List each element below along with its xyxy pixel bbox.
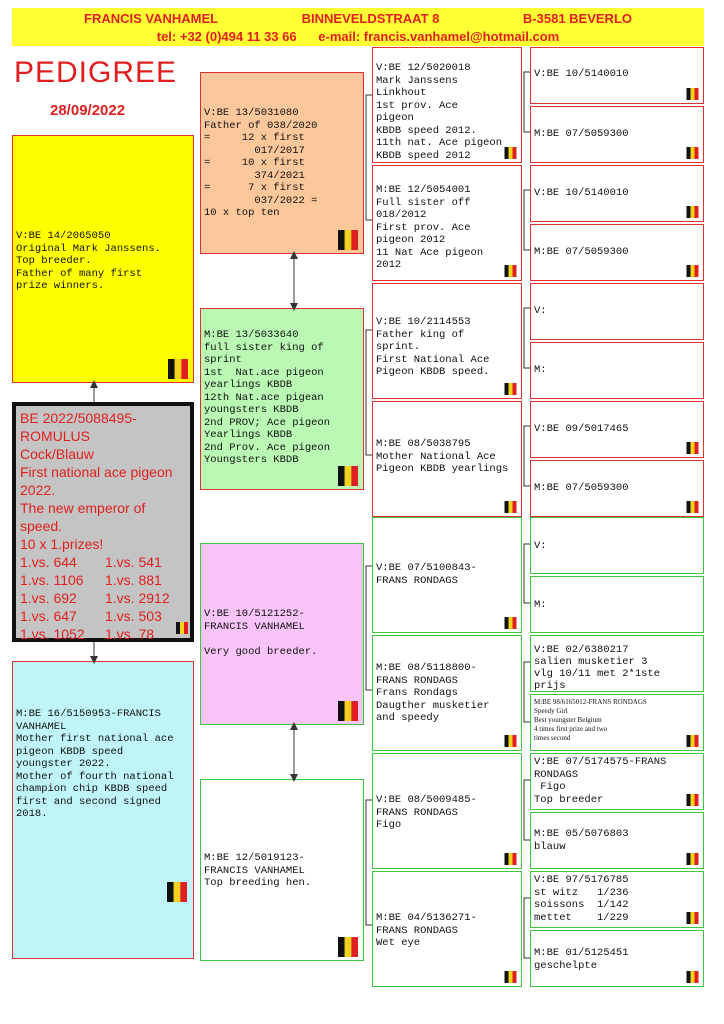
gen3-text: M:BE 04/5136271- FRANS RONDAGS Wet eye [376, 912, 477, 949]
pedigree-date: 28/09/2022 [50, 102, 126, 119]
gen4-text: V:BE 10/5140010 [534, 68, 629, 80]
gen3-text: V:BE 07/5100843- FRANS RONDAGS [376, 562, 477, 587]
main-pigeon-line: 2022. [20, 482, 56, 498]
main-pigeon-line: The new emperor of [20, 500, 146, 516]
gen4-text: V: [534, 540, 547, 552]
result-entry: 1.vs. 692 [20, 590, 77, 606]
page-title: PEDIGREE [14, 56, 178, 89]
breeder-street: BINNEVELDSTRAAT 8 [301, 11, 440, 26]
gen4-text: M:BE 07/5059300 [534, 128, 629, 140]
gen4-text: V:BE 07/5174575-FRANS RONDAGS Figo Top breeder [534, 756, 667, 806]
gen2-text: V:BE 13/5031080 Father of 038/2020 = 12 x first 017/2017 = 10 x first 374/2021 = 7 x first 037/2022 = 10 x top ten [204, 107, 318, 219]
main-pigeon-line: ROMULUS [20, 428, 91, 444]
gen4-text: M:BE 98/6165012-FRANS RONDAGS Speedy Girl Best youngster Belgium 4 times first prize and two times second [534, 698, 647, 742]
gen4-text: V:BE 09/5017465 [534, 423, 629, 435]
main-pigeon-line: speed. [20, 518, 63, 534]
breeder-email[interactable]: e-mail: francis.vanhamel@hotmail.com [318, 29, 560, 44]
breeder-city: B-3581 BEVERLO [522, 11, 632, 26]
main-pigeon-line: 10 x 1.prizes! [20, 536, 104, 552]
gen4-text: M:BE 07/5059300 [534, 246, 629, 258]
gen4-text: V:BE 02/6380217 salien musketier 3 vlg 10/11 met 2*1ste prijs [534, 644, 661, 692]
result-entry: 1.vs. 503 [105, 608, 162, 624]
dam-text: M:BE 16/5150953-FRANCIS VANHAMEL Mother first national ace pigeon KBDB speed youngster 2022. Mother of fourth national champion chip KBDB speed first and second signed 2018. [16, 708, 174, 820]
gen4-text: M: [534, 364, 547, 376]
gen3-text: V:BE 08/5009485- FRANS RONDAGS Figo [376, 794, 477, 831]
result-entry: 1.vs. 541 [105, 554, 162, 570]
main-pigeon-line: Cock/Blauw [20, 446, 94, 462]
gen3-text: M:BE 12/5054001 Full sister off 018/2012 First prov. Ace pigeon 2012 11 Nat Ace pigeon 2012 [376, 184, 484, 271]
gen2-text: M:BE 12/5019123- FRANCIS VANHAMEL Top breeding hen. [204, 852, 312, 889]
result-entry: 1.vs. 644 [20, 554, 77, 570]
result-entry: 1.vs. 647 [20, 608, 77, 624]
result-entry: 1.vs. 1106 [20, 572, 84, 588]
gen3-text: M:BE 08/5118800- FRANS RONDAGS Frans Rondags Daugther musketier and speedy [376, 662, 490, 724]
result-entry: 1.vs. 1052 [20, 626, 85, 642]
gen4-text: M:BE 07/5059300 [534, 482, 629, 494]
gen4-text: M:BE 05/5076803 blauw [534, 828, 629, 853]
gen3-text: M:BE 08/5038795 Mother National Ace Pigeon KBDB yearlings [376, 438, 509, 475]
gen4-text: V:BE 97/5176785 st witz 1/236 soissons 1/142 mettet 1/229 [534, 874, 629, 924]
main-pigeon-line: BE 2022/5088495- [20, 410, 137, 426]
gen2-text: M:BE 13/5033640 full sister king of sprint 1st Nat.ace pigeon yearlings KBDB 12th Nat.ace pigean youngsters KBDB 2nd PROV; Ace pigeon Yearlings KBDB 2nd Prov. Ace pigeon Youngsters KBDB [204, 329, 331, 466]
result-entry: 1.vs. 881 [105, 572, 162, 588]
result-entry: 1.vs. 78 [105, 626, 155, 642]
gen3-text: V:BE 12/5020018 Mark Janssens Linkhout 1st prov. Ace pigeon KBDB speed 2012. 11th nat. Ace pigeon KBDB speed 2012 [376, 62, 503, 162]
result-entry: 1.vs. 2912 [105, 590, 170, 606]
breeder-name: FRANCIS VANHAMEL [84, 11, 219, 26]
main-pigeon-line: First national ace pigeon [20, 464, 173, 480]
breeder-phone: tel: +32 (0)494 11 33 66 [156, 29, 297, 44]
gen4-text: M:BE 01/5125451 geschelpte [534, 947, 629, 972]
gen4-text: M: [534, 599, 547, 611]
gen2-text: V:BE 10/5121252- FRANCIS VANHAMEL Very good breeder. [204, 608, 318, 658]
gen3-text: V:BE 10/2114553 Father king of sprint. First National Ace Pigeon KBDB speed. [376, 316, 490, 378]
gen4-text: V: [534, 305, 547, 317]
gen4-text: V:BE 10/5140010 [534, 187, 629, 199]
sire-text: V:BE 14/2065050 Original Mark Janssens. Top breeder. Father of many first prize winners. [16, 230, 161, 292]
